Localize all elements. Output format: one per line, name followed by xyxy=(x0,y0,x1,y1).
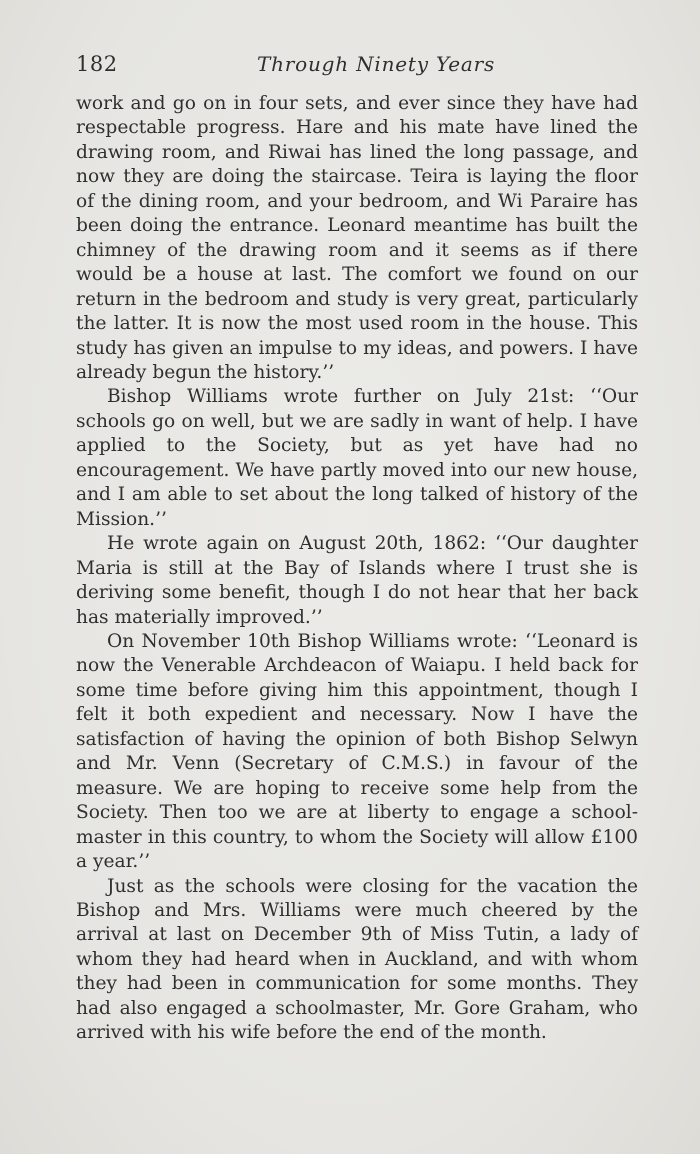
page-header xyxy=(76,52,636,82)
paragraph: On November 10th Bishop Williams wrote: ‘‘Leonard is now the Venerable Archdeacon of Waiapu. I held back for some time before giving him this appointment, though I felt it both expedient and necessary. Now I have the satisfaction of having the opinion of both Bishop Selwyn and Mr. Venn (Secretary of C.M.S.) in favour of the measure. We are hoping to receive some help from the Society. Then too we are at liberty to engage a school-master in this country, to whom the Society will allow £100 a year.’’ xyxy=(76,630,638,873)
paragraph: Bishop Williams wrote further on July 21st: ‘‘Our schools go on well, but we are sadly in want of help. I have applied to the Society, but as yet have had no encouragement. We have partly moved into our new house, and I am able to set about the long talked of history of the Mission.’’ xyxy=(76,386,638,530)
running-title: Through Ninety Years xyxy=(256,52,496,76)
paragraph: He wrote again on August 20th, 1862: ‘‘Our daughter Maria is still at the Bay of Islands where I trust she is deriving some benefit, though I do not hear that her back has materially improved.’’ xyxy=(76,533,638,628)
body-text xyxy=(76,92,638,1046)
paragraph-continued: work and go on in four sets, and ever since they have had respectable progress. Hare and his mate have lined the drawing room, and Riwai has lined the long passage, and now they are doing the staircase. Teira is laying the floor of the dining room, and your bedroom, and Wi Paraire has been doing the entrance. Leonard meantime has built the chimney of the drawing room and it seems as if there would be a house at last. The comfort we found on our return in the bedroom and study is very great, particularly the latter. It is now the most used room in the house. This study has given an impulse to my ideas, and powers. I have already begun the history.’’ xyxy=(76,93,638,383)
paragraph: Just as the schools were closing for the vacation the Bishop and Mrs. Williams were much cheered by the arrival at last on December 9th of Miss Tutin, a lady of whom they had heard when in Auckland, and with whom they had been in communication for some months. They had also engaged a schoolmaster, Mr. Gore Graham, who arrived with his wife before the end of the month. xyxy=(76,875,638,1044)
page-number: 182 xyxy=(76,52,118,76)
